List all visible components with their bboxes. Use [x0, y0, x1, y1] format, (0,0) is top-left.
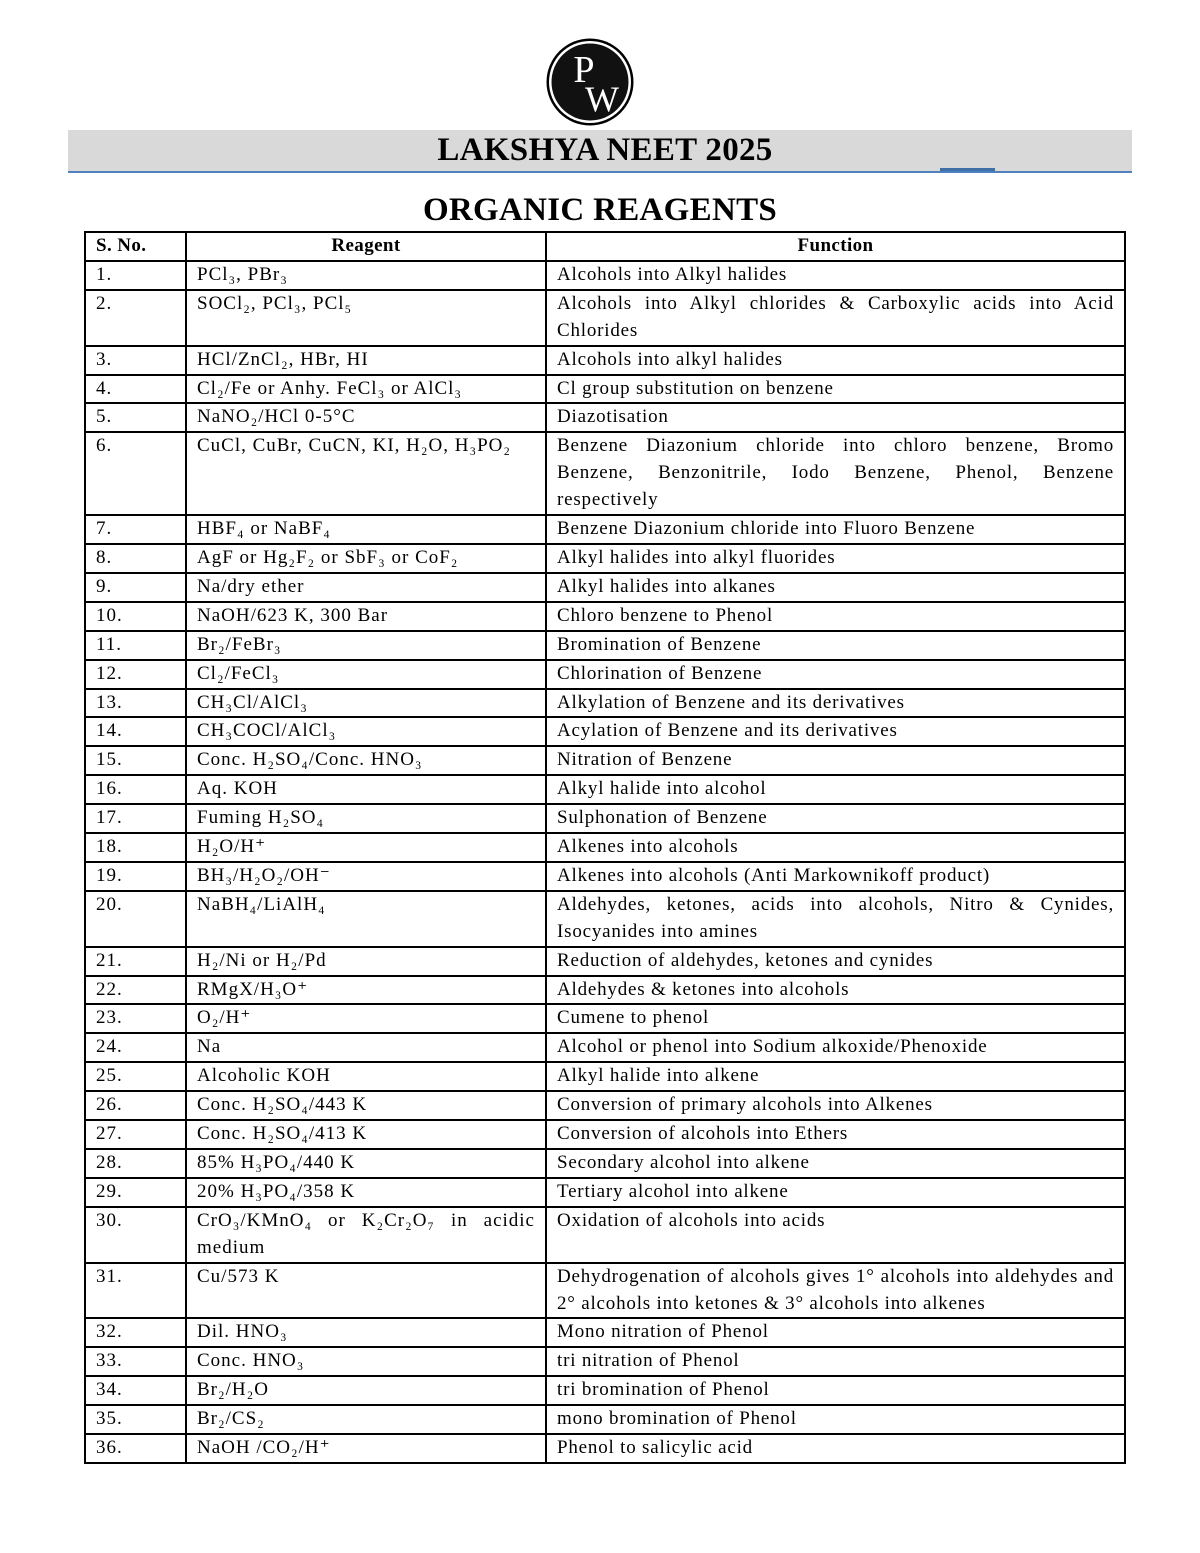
serial-number-cell: 29. [85, 1178, 186, 1207]
function-cell: Alcohols into Alkyl halides [546, 261, 1125, 290]
reagent-cell: Na [186, 1033, 546, 1062]
pw-logo [545, 37, 635, 127]
logo-letter-p: P [573, 49, 595, 91]
table-row [85, 1120, 1125, 1149]
serial-number-cell: 18. [85, 833, 186, 862]
table-row [85, 660, 1125, 689]
table-row [85, 1318, 1125, 1347]
function-cell: Chloro benzene to Phenol [546, 602, 1125, 631]
table-row [85, 804, 1125, 833]
serial-number-cell: 33. [85, 1347, 186, 1376]
table-row [85, 631, 1125, 660]
function-cell: Acylation of Benzene and its derivatives [546, 717, 1125, 746]
table-row [85, 1347, 1125, 1376]
function-cell: Conversion of alcohols into Ethers [546, 1120, 1125, 1149]
serial-number-cell: 25. [85, 1062, 186, 1091]
function-cell: Alkyl halide into alkene [546, 1062, 1125, 1091]
serial-number-cell: 9. [85, 573, 186, 602]
reagent-cell: RMgX/H₃O⁺ [186, 976, 546, 1005]
serial-number-cell: 13. [85, 689, 186, 718]
reagent-cell: BH₃/H₂O₂/OH⁻ [186, 862, 546, 891]
function-cell: Alcohols into alkyl halides [546, 346, 1125, 375]
reagent-cell: Na/dry ether [186, 573, 546, 602]
serial-number-cell: 27. [85, 1120, 186, 1149]
table-row [85, 346, 1125, 375]
function-cell: Mono nitration of Phenol [546, 1318, 1125, 1347]
function-cell: Alkyl halides into alkanes [546, 573, 1125, 602]
serial-number-cell: 24. [85, 1033, 186, 1062]
function-cell: Alkylation of Benzene and its derivatives [546, 689, 1125, 718]
serial-number-cell: 28. [85, 1149, 186, 1178]
reagent-cell: Cl₂/Fe or Anhy. FeCl₃ or AlCl₃ [186, 375, 546, 404]
reagent-cell: O₂/H⁺ [186, 1004, 546, 1033]
table-row [85, 432, 1125, 515]
function-cell: Oxidation of alcohols into acids [546, 1207, 1125, 1263]
function-cell: Bromination of Benzene [546, 631, 1125, 660]
header-reagent: Reagent [186, 232, 546, 261]
function-cell: Diazotisation [546, 403, 1125, 432]
table-row [85, 1263, 1125, 1319]
serial-number-cell: 11. [85, 631, 186, 660]
function-cell: Alcohols into Alkyl chlorides & Carboxylic acids into Acid Chlorides [546, 290, 1125, 346]
function-cell: Reduction of aldehydes, ketones and cynides [546, 947, 1125, 976]
table-row [85, 573, 1125, 602]
header-banner [68, 130, 1132, 171]
table-row [85, 746, 1125, 775]
reagent-cell: Aq. KOH [186, 775, 546, 804]
reagent-cell: HBF₄ or NaBF₄ [186, 515, 546, 544]
function-cell: Aldehydes & ketones into alcohols [546, 976, 1125, 1005]
table-row [85, 261, 1125, 290]
serial-number-cell: 31. [85, 1263, 186, 1319]
function-cell: Alcohol or phenol into Sodium alkoxide/Phenoxide [546, 1033, 1125, 1062]
serial-number-cell: 17. [85, 804, 186, 833]
reagent-cell: CrO₃/KMnO₄ or K₂Cr₂O₇ in acidic medium [186, 1207, 546, 1263]
serial-number-cell: 26. [85, 1091, 186, 1120]
table-row [85, 403, 1125, 432]
function-cell: Phenol to salicylic acid [546, 1434, 1125, 1463]
serial-number-cell: 3. [85, 346, 186, 375]
reagent-cell: Conc. HNO₃ [186, 1347, 546, 1376]
banner-title: LAKSHYA NEET 2025 [437, 132, 773, 168]
serial-number-cell: 35. [85, 1405, 186, 1434]
serial-number-cell: 10. [85, 602, 186, 631]
function-cell: Cl group substitution on benzene [546, 375, 1125, 404]
reagent-cell: Conc. H₂SO₄/Conc. HNO₃ [186, 746, 546, 775]
reagent-cell: AgF or Hg₂F₂ or SbF₃ or CoF₂ [186, 544, 546, 573]
table-row [85, 1091, 1125, 1120]
table-row [85, 375, 1125, 404]
header-sno: S. No. [85, 232, 186, 261]
reagent-cell: H₂/Ni or H₂/Pd [186, 947, 546, 976]
reagent-cell: NaBH₄/LiAlH₄ [186, 891, 546, 947]
reagent-cell: Dil. HNO₃ [186, 1318, 546, 1347]
function-cell: Aldehydes, ketones, acids into alcohols, Nitro & Cynides, Isocyanides into amines [546, 891, 1125, 947]
serial-number-cell: 12. [85, 660, 186, 689]
reagent-cell: 20% H₃PO₄/358 K [186, 1178, 546, 1207]
table-row [85, 717, 1125, 746]
function-cell: Secondary alcohol into alkene [546, 1149, 1125, 1178]
function-cell: tri nitration of Phenol [546, 1347, 1125, 1376]
function-cell: Sulphonation of Benzene [546, 804, 1125, 833]
function-cell: Benzene Diazonium chloride into chloro benzene, Bromo Benzene, Benzonitrile, Iodo Benzene, Phenol, Benzene respectively [546, 432, 1125, 515]
banner-underline [68, 171, 1132, 173]
reagent-cell: CH₃Cl/AlCl₃ [186, 689, 546, 718]
serial-number-cell: 34. [85, 1376, 186, 1405]
reagent-cell: Conc. H₂SO₄/443 K [186, 1091, 546, 1120]
function-cell: tri bromination of Phenol [546, 1376, 1125, 1405]
reagent-cell: SOCl₂, PCl₃, PCl₅ [186, 290, 546, 346]
serial-number-cell: 20. [85, 891, 186, 947]
reagent-cell: Alcoholic KOH [186, 1062, 546, 1091]
reagent-cell: HCl/ZnCl₂, HBr, HI [186, 346, 546, 375]
reagent-cell: H₂O/H⁺ [186, 833, 546, 862]
table-row [85, 862, 1125, 891]
reagent-cell: NaOH /CO₂/H⁺ [186, 1434, 546, 1463]
reagent-cell: Cl₂/FeCl₃ [186, 660, 546, 689]
table-row [85, 833, 1125, 862]
serial-number-cell: 32. [85, 1318, 186, 1347]
table-row [85, 1033, 1125, 1062]
reagent-cell: Br₂/CS₂ [186, 1405, 546, 1434]
serial-number-cell: 14. [85, 717, 186, 746]
table-row [85, 602, 1125, 631]
reagent-cell: NaOH/623 K, 300 Bar [186, 602, 546, 631]
table-header [85, 232, 1125, 261]
serial-number-cell: 21. [85, 947, 186, 976]
document-title: ORGANIC REAGENTS [422, 192, 778, 228]
table-row [85, 1376, 1125, 1405]
serial-number-cell: 22. [85, 976, 186, 1005]
table-row [85, 891, 1125, 947]
serial-number-cell: 19. [85, 862, 186, 891]
table-row [85, 1434, 1125, 1463]
logo-letter-w: W [585, 79, 619, 119]
function-cell: Alkenes into alcohols (Anti Markownikoff product) [546, 862, 1125, 891]
serial-number-cell: 23. [85, 1004, 186, 1033]
reagent-cell: Br₂/FeBr₃ [186, 631, 546, 660]
function-cell: mono bromination of Phenol [546, 1405, 1125, 1434]
function-cell: Cumene to phenol [546, 1004, 1125, 1033]
serial-number-cell: 30. [85, 1207, 186, 1263]
reagent-cell: NaNO₂/HCl 0-5°C [186, 403, 546, 432]
header-function: Function [546, 232, 1125, 261]
serial-number-cell: 6. [85, 432, 186, 515]
function-cell: Alkenes into alcohols [546, 833, 1125, 862]
table-body [85, 261, 1125, 1463]
serial-number-cell: 5. [85, 403, 186, 432]
table-row [85, 290, 1125, 346]
table-row [85, 1178, 1125, 1207]
reagent-cell: Conc. H₂SO₄/413 K [186, 1120, 546, 1149]
serial-number-cell: 15. [85, 746, 186, 775]
header-row [85, 232, 1125, 261]
reagent-cell: Fuming H₂SO₄ [186, 804, 546, 833]
table-row [85, 775, 1125, 804]
table-row [85, 544, 1125, 573]
reagent-cell: Cu/573 K [186, 1263, 546, 1319]
banner-accent [940, 168, 995, 171]
serial-number-cell: 36. [85, 1434, 186, 1463]
table-row [85, 1149, 1125, 1178]
reagent-cell: CH₃COCl/AlCl₃ [186, 717, 546, 746]
function-cell: Alkyl halides into alkyl fluorides [546, 544, 1125, 573]
reagent-cell: 85% H₃PO₄/440 K [186, 1149, 546, 1178]
reagent-cell: CuCl, CuBr, CuCN, KI, H₂O, H₃PO₂ [186, 432, 546, 515]
reagent-cell: Br₂/H₂O [186, 1376, 546, 1405]
function-cell: Nitration of Benzene [546, 746, 1125, 775]
function-cell: Tertiary alcohol into alkene [546, 1178, 1125, 1207]
serial-number-cell: 4. [85, 375, 186, 404]
table-row [85, 976, 1125, 1005]
function-cell: Chlorination of Benzene [546, 660, 1125, 689]
reagent-cell: PCl₃, PBr₃ [186, 261, 546, 290]
function-cell: Dehydrogenation of alcohols gives 1° alcohols into aldehydes and 2° alcohols into ketones & 3° alcohols into alkenes [546, 1263, 1125, 1319]
function-cell: Benzene Diazonium chloride into Fluoro Benzene [546, 515, 1125, 544]
table-row [85, 947, 1125, 976]
function-cell: Conversion of primary alcohols into Alkenes [546, 1091, 1125, 1120]
table-row [85, 1062, 1125, 1091]
table-row [85, 689, 1125, 718]
table-row [85, 515, 1125, 544]
function-cell: Alkyl halide into alcohol [546, 775, 1125, 804]
serial-number-cell: 2. [85, 290, 186, 346]
serial-number-cell: 7. [85, 515, 186, 544]
serial-number-cell: 16. [85, 775, 186, 804]
serial-number-cell: 1. [85, 261, 186, 290]
serial-number-cell: 8. [85, 544, 186, 573]
table-row [85, 1405, 1125, 1434]
table-row [85, 1207, 1125, 1263]
reagents-table [84, 231, 1126, 1464]
table-row [85, 1004, 1125, 1033]
